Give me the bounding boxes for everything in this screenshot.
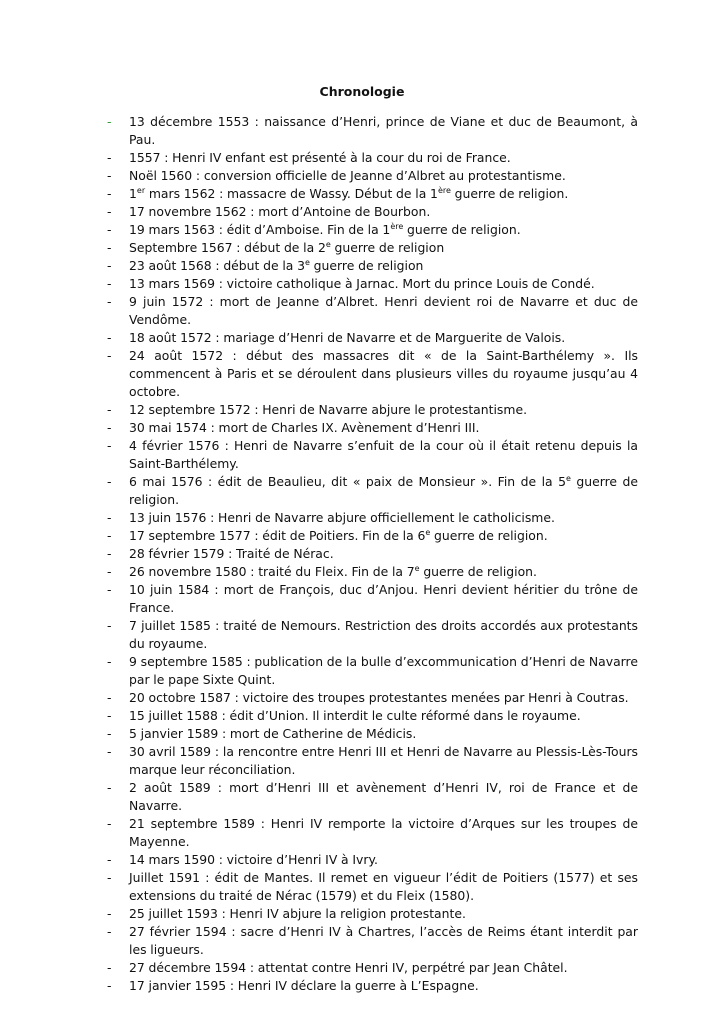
item-text-segment: 18 août 1572 : mariage d’Henri de Navarre et de Marguerite de Valois. (129, 330, 566, 345)
ordinal-superscript: er (136, 186, 146, 195)
item-text-segment: 13 juin 1576 : Henri de Navarre abjure officiellement le catholicisme. (129, 510, 555, 525)
list-bullet: - (107, 276, 112, 291)
chronology-item (107, 869, 638, 905)
chronology-item (107, 347, 638, 401)
chronology-item-text (129, 690, 629, 705)
chronology-item-text (129, 708, 581, 723)
chronology-item (107, 473, 638, 509)
chronology-item (107, 113, 638, 149)
item-text-segment: mars 1562 : massacre de Wassy. Début de la 1 (145, 186, 438, 201)
ordinal-superscript: ère (390, 222, 404, 231)
item-text-segment: Noël 1560 : conversion officielle de Jeanne d’Albret au protestantisme. (129, 168, 566, 183)
list-bullet: - (107, 654, 112, 669)
page-title: Chronologie (319, 84, 405, 99)
list-bullet: - (107, 816, 112, 831)
list-bullet: - (107, 348, 112, 363)
item-text-segment: 27 février 1594 : sacre d’Henri IV à Chartres, l’accès de Reims étant interdit par les ligueurs. (129, 924, 638, 957)
item-text-segment: 19 mars 1563 : édit d’Amboise. Fin de la 1 (129, 222, 391, 237)
item-text-segment: 27 décembre 1594 : attentat contre Henri IV, perpétré par Jean Châtel. (129, 960, 568, 975)
item-text-segment: 17 novembre 1562 : mort d’Antoine de Bourbon. (129, 204, 431, 219)
ordinal-superscript: e (325, 240, 331, 249)
chronology-item (107, 563, 638, 581)
chronology-item (107, 419, 638, 437)
item-text-segment: 2 août 1589 : mort d’Henri III et avènement d’Henri IV, roi de France et de Navarre. (129, 780, 638, 813)
list-bullet: - (107, 978, 112, 993)
list-bullet: - (107, 204, 112, 219)
item-text-segment: 7 juillet 1585 : traité de Nemours. Restriction des droits accordés aux protestants du royaume. (129, 618, 638, 651)
item-text-segment: 14 mars 1590 : victoire d’Henri IV à Ivry. (129, 852, 378, 867)
chronology-item-text (129, 726, 416, 741)
chronology-item-text (129, 114, 638, 147)
list-bullet: - (107, 330, 112, 345)
list-bullet: - (107, 510, 112, 525)
item-text-segment: guerre de religion. (129, 474, 638, 507)
chronology-item (107, 293, 638, 329)
chronology-item (107, 437, 638, 473)
chronology-item-text (129, 276, 595, 291)
list-bullet: - (107, 258, 112, 273)
chronology-item-text (129, 294, 638, 327)
item-text-segment: 15 juillet 1588 : édit d’Union. Il interdit le culte réformé dans le royaume. (129, 708, 581, 723)
item-text-segment: 23 août 1568 : début de la 3 (129, 258, 306, 273)
list-bullet: - (107, 186, 112, 201)
chronology-item-text (129, 222, 521, 237)
chronology-item (107, 617, 638, 653)
list-bullet: - (107, 582, 112, 597)
chronology-item (107, 815, 638, 851)
chronology-item-text (129, 816, 638, 849)
chronology-item-text (129, 978, 479, 993)
chronology-item-text (129, 546, 334, 561)
chronology-item-text (129, 960, 568, 975)
chronology-item-text (129, 402, 527, 417)
chronology-item (107, 779, 638, 815)
chronology-item-text (129, 204, 430, 219)
item-text-segment: guerre de religion. (450, 186, 569, 201)
chronology-item-text (129, 528, 548, 543)
chronology-item-text (129, 852, 378, 867)
chronology-item-text (129, 348, 638, 399)
item-text-segment: 17 janvier 1595 : Henri IV déclare la guerre à L’Espagne. (129, 978, 479, 993)
list-bullet: - (107, 168, 112, 183)
list-bullet: - (107, 114, 112, 129)
chronology-item (107, 959, 638, 977)
item-text-segment: 1557 : Henri IV enfant est présenté à la cour du roi de France. (129, 150, 511, 165)
chronology-item-text (129, 474, 638, 507)
item-text-segment: 1 (129, 186, 137, 201)
list-bullet: - (107, 924, 112, 939)
chronology-item (107, 923, 638, 959)
item-text-segment: 30 mai 1574 : mort de Charles IX. Avènement d’Henri III. (129, 420, 480, 435)
item-text-segment: guerre de religion. (419, 564, 537, 579)
chronology-item-text (129, 168, 566, 183)
item-text-segment: guerre de religion (330, 240, 445, 255)
chronology-item (107, 725, 638, 743)
ordinal-superscript: e (414, 564, 420, 573)
chronology-item (107, 329, 638, 347)
chronology-item (107, 167, 638, 185)
chronology-item-text (129, 420, 479, 435)
list-bullet: - (107, 960, 112, 975)
chronology-item-text (129, 924, 638, 957)
item-text-segment: guerre de religion (309, 258, 424, 273)
item-text-segment: guerre de religion. (430, 528, 548, 543)
chronology-item (107, 527, 638, 545)
item-text-segment: 30 avril 1589 : la rencontre entre Henri III et Henri de Navarre au Plessis-Lès-Tours marque leur réconciliation. (129, 744, 638, 777)
list-bullet: - (107, 690, 112, 705)
item-text-segment: 25 juillet 1593 : Henri IV abjure la religion protestante. (129, 906, 466, 921)
chronology-item (107, 149, 638, 167)
item-text-segment: 28 février 1579 : Traité de Nérac. (129, 546, 334, 561)
list-bullet: - (107, 294, 112, 309)
list-bullet: - (107, 726, 112, 741)
list-bullet: - (107, 906, 112, 921)
chronology-item-text (129, 330, 565, 345)
list-bullet: - (107, 240, 112, 255)
chronology-item (107, 977, 638, 995)
chronology-item-text (129, 258, 423, 273)
item-text-segment: 26 novembre 1580 : traité du Fleix. Fin de la 7 (129, 564, 415, 579)
item-text-segment: 10 juin 1584 : mort de François, duc d’Anjou. Henri devient héritier du trône de France. (129, 582, 638, 615)
item-text-segment: 20 octobre 1587 : victoire des troupes protestantes menées par Henri à Coutras. (129, 690, 629, 705)
chronology-item (107, 581, 638, 617)
ordinal-superscript: ère (437, 186, 451, 195)
list-bullet: - (107, 546, 112, 561)
item-text-segment: 13 mars 1569 : victoire catholique à Jarnac. Mort du prince Louis de Condé. (129, 276, 595, 291)
list-bullet: - (107, 780, 112, 795)
chronology-item (107, 905, 638, 923)
list-bullet: - (107, 852, 112, 867)
list-bullet: - (107, 150, 112, 165)
item-text-segment: 4 février 1576 : Henri de Navarre s’enfuit de la cour où il était retenu depuis la Saint-Barthélemy. (129, 438, 638, 471)
chronology-item (107, 401, 638, 419)
chronology-item-text (129, 240, 444, 255)
chronology-item (107, 653, 638, 689)
list-bullet: - (107, 420, 112, 435)
list-bullet: - (107, 528, 112, 543)
list-bullet: - (107, 438, 112, 453)
chronology-item-text (129, 654, 638, 687)
chronology-item (107, 257, 638, 275)
list-bullet: - (107, 870, 112, 885)
chronology-item (107, 239, 638, 257)
chronology-item-text (129, 510, 555, 525)
chronology-item (107, 851, 638, 869)
item-text-segment: Septembre 1567 : début de la 2 (129, 240, 326, 255)
item-text-segment: Juillet 1591 : édit de Mantes. Il remet en vigueur l’édit de Poitiers (1577) et ses extensions du traité de Nérac (1579) et du Fleix (1580). (129, 870, 638, 903)
item-text-segment: 6 mai 1576 : édit de Beaulieu, dit « paix de Monsieur ». Fin de la 5 (129, 474, 566, 489)
item-text-segment: 12 septembre 1572 : Henri de Navarre abjure le protestantisme. (129, 402, 528, 417)
chronology-item-text (129, 870, 638, 903)
chronology-item (107, 707, 638, 725)
chronology-item (107, 185, 638, 203)
list-bullet: - (107, 564, 112, 579)
chronology-item (107, 509, 638, 527)
ordinal-superscript: e (425, 528, 431, 537)
item-text-segment: 13 décembre 1553 : naissance d’Henri, prince de Viane et duc de Beaumont, à Pau. (129, 114, 638, 147)
item-text-segment: 17 septembre 1577 : édit de Poitiers. Fin de la 6 (129, 528, 426, 543)
chronology-item-text (129, 618, 638, 651)
chronology-item-text (129, 150, 511, 165)
chronology-item-text (129, 438, 638, 471)
ordinal-superscript: e (565, 474, 571, 483)
ordinal-superscript: e (305, 258, 310, 267)
list-bullet: - (107, 402, 112, 417)
item-text-segment: 21 septembre 1589 : Henri IV remporte la victoire d’Arques sur les troupes de Mayenne. (129, 816, 638, 849)
item-text-segment: 9 juin 1572 : mort de Jeanne d’Albret. Henri devient roi de Navarre et duc de Vendôme. (129, 294, 638, 327)
chronology-item-text (129, 744, 638, 777)
chronology-item-text (129, 186, 568, 201)
chronology-item (107, 743, 638, 779)
item-text-segment: 5 janvier 1589 : mort de Catherine de Médicis. (129, 726, 417, 741)
chronology-item (107, 689, 638, 707)
item-text-segment: 24 août 1572 : début des massacres dit « de la Saint-Barthélemy ». Ils commencent à Paris et se déroulent dans plusieurs villes du royaume jusqu’au 4 octobre. (129, 348, 638, 399)
item-text-segment: guerre de religion. (403, 222, 521, 237)
list-bullet: - (107, 222, 112, 237)
chronology-item-text (129, 906, 466, 921)
chronology-list (107, 113, 638, 995)
chronology-item-text (129, 564, 537, 579)
chronology-item (107, 545, 638, 563)
chronology-item (107, 203, 638, 221)
chronology-item (107, 275, 638, 293)
list-bullet: - (107, 708, 112, 723)
list-bullet: - (107, 618, 112, 633)
chronology-item (107, 221, 638, 239)
item-text-segment: 9 septembre 1585 : publication de la bulle d’excommunication d’Henri de Navarre par le pape Sixte Quint. (129, 654, 638, 687)
chronology-item-text (129, 582, 638, 615)
list-bullet: - (107, 474, 112, 489)
chronology-item-text (129, 780, 638, 813)
list-bullet: - (107, 744, 112, 759)
